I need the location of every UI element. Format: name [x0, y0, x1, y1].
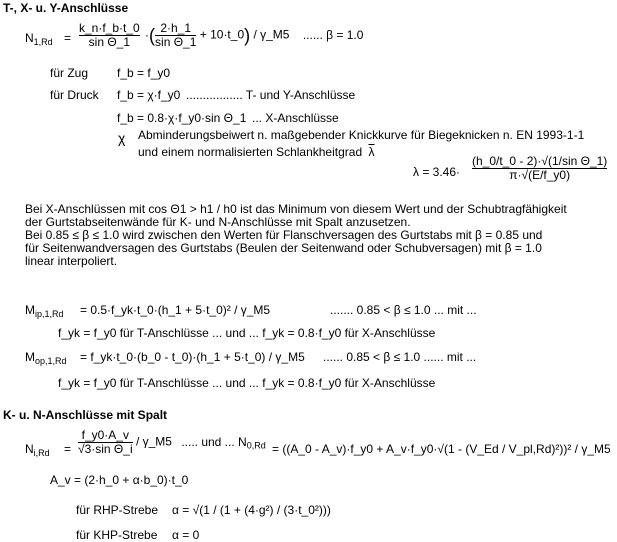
nird-fraction — [78, 429, 266, 456]
n1rd-subscript: 1,Rd — [33, 37, 53, 47]
mip-lhs — [25, 303, 64, 317]
khp-label: für KHP-Strebe — [76, 528, 158, 542]
nird-numerator: f_y0·A_v — [81, 428, 129, 442]
nird-symbol: N — [25, 442, 34, 456]
lambda-numerator: (h_0/t_0 - 2)·√(1/sin Θ_1) — [472, 154, 608, 168]
nird-tail: / γ_M5 — [135, 434, 172, 449]
lambda-bar-symbol: $\overline{\lambda}$ — [368, 145, 375, 159]
mip-rhs: = 0.5·f_yk·t_0·(h_1 + 5·t_0)² / γ_M5 — [80, 303, 271, 317]
n1rd-inner-num: 2·h_1 — [160, 21, 192, 35]
mip-note: ....... 0.85 < β ≤ 1.0 ... mit ... — [330, 303, 477, 317]
chi-text-2: und einem normalisierten Schlankheitgrad — [138, 145, 363, 159]
lambda-fraction — [472, 155, 607, 182]
nird-subscript: i,Rd — [33, 448, 50, 458]
zug-label: für Zug — [50, 66, 89, 80]
av-equation: A_v = (2·h_0 + α·b_0)·t_0 — [50, 473, 189, 487]
para-line-2: der Gurtstabseitenwände für K- und N-Anschlüsse mit Spalt anzusetzen. — [25, 215, 411, 229]
lambda-denominator: π·√(E/f_y0) — [472, 168, 607, 182]
n1rd-inner-tail: + 10·t_0 — [199, 27, 245, 42]
n1rd-numerator: k_n·f_b·t_0 — [79, 21, 140, 35]
rhp-equation: α = √(1 / (1 + (4·g²) / (3·t_0²))) — [172, 503, 331, 517]
nird-equals: = — [64, 442, 72, 456]
nird-frac — [78, 429, 133, 456]
section-title-txy: T-, X- u. Y-Anschlüsse — [3, 1, 129, 15]
n1rd-inner-frac — [155, 22, 196, 49]
mop-subscript: op,1,Rd — [35, 356, 67, 366]
mip-fyk: f_yk = f_y0 für T-Anschlüsse ... und ... f_yk = 0.8·f_y0 für X-Anschlüsse — [58, 326, 436, 340]
para-line-5: linear interpoliert. — [25, 254, 118, 268]
nird-lhs — [25, 442, 50, 456]
n1rd-equals: = — [64, 31, 72, 45]
mop-lhs — [25, 350, 67, 364]
n1rd-inner-den: sin Θ_1 — [155, 35, 197, 49]
druck-note-x: ... X-Anschlüsse — [252, 111, 339, 125]
zug-equation: f_b = f_y0 — [117, 66, 171, 80]
mip-subscript: ip,1,Rd — [35, 309, 64, 319]
n0rd-rhs: = ((A_0 - A_v)·f_y0 + A_v·f_y0·√(1 - (V_Ed / V_pl,Rd)²))² / γ_M5 — [272, 442, 611, 456]
n1rd-denominator: sin Θ_1 — [79, 35, 140, 49]
chi-text-line1: Abminderungsbeiwert n. maßgebender Knickkurve für Biegeknicken n. EN 1993-1-1 — [138, 128, 585, 142]
n0rd-subscript: 0,Rd — [246, 440, 266, 451]
beta-note: ...... β = 1.0 — [302, 27, 364, 42]
n1rd-lhs — [25, 31, 53, 45]
mop-fyk: f_yk = f_y0 für T-Anschlüsse ... und ... f_yk = 0.8·f_y0 für X-Anschlüsse — [58, 376, 436, 390]
mop-note: ...... 0.85 < β ≤ 1.0 ...... mit ... — [323, 350, 477, 364]
n1rd-fraction: $\frac{k\_n\cdot f\_b\cdot t\_0}{\text{sin Θ\_1}}$ ·( $\frac{2\cdot h\_1}{\text{sin Θ\_1}}$ + 10·t_0) / γ_M5 ...... β = 1.0 — [79, 21, 364, 49]
rhp-label: für RHP-Strebe — [76, 503, 159, 517]
mop-symbol: M — [25, 350, 35, 364]
nird-denominator: √3·sin Θ_i — [78, 442, 133, 456]
x-joint-paragraph — [25, 203, 613, 268]
para-line-3: Bei 0.85 ≤ β ≤ 1.0 wird zwischen den Werten für Flanschversagen des Gurtstabs mit β = 0.85 und — [25, 228, 543, 242]
chi-symbol: χ — [118, 130, 126, 146]
para-line-4: für Seitenwandversagen des Gurtstabs (Beulen der Seitenwand oder Schubversagen) mit β = 1.0 — [25, 241, 542, 255]
druck-equation: f_b = χ·f_y0 — [117, 88, 181, 102]
n1rd-gamma: / γ_M5 — [253, 27, 290, 42]
mip-symbol: M — [25, 303, 35, 317]
nird-und: ..... und ... N — [181, 434, 247, 449]
lambda-eq-lhs: λ = 3.46· — [413, 165, 461, 179]
druck-equation-x: f_b = 0.8·χ·f_y0·sin Θ_1 — [117, 111, 247, 125]
section-title-kn: K- u. N-Anschlüsse mit Spalt — [3, 408, 168, 422]
khp-equation: α = 0 — [172, 528, 200, 542]
druck-note: ................. T- und Y-Anschlüsse — [186, 88, 356, 102]
n1rd-symbol: N — [25, 31, 34, 45]
chi-text-line2 — [138, 145, 374, 159]
para-line-1: Bei X-Anschlüssen mit cos Θ1 > h1 / h0 ist das Minimum von diesem Wert und der Schubtragfähigkeit — [25, 202, 567, 216]
lambda-frac — [472, 155, 607, 182]
n1rd-frac — [79, 22, 140, 49]
druck-label: für Druck — [50, 88, 99, 102]
mop-rhs: = f_yk·t_0·(b_0 - t_0)·(h_1 + 5·t_0) / γ_M5 — [80, 350, 305, 364]
